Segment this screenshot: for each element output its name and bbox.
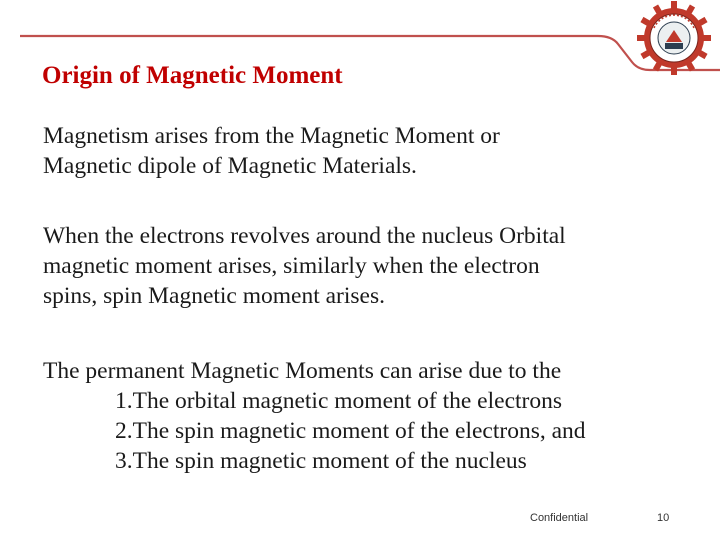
slide-title: Origin of Magnetic Moment [42,62,343,89]
university-seal-icon [628,0,720,78]
paragraph-electrons [43,221,683,311]
paragraph-permanent-moments: The permanent Magnetic Moments can arise due to the [43,358,562,384]
list-item: 2.The spin magnetic moment of the electrons, and [115,418,586,444]
list-item: 3.The spin magnetic moment of the nucleus [115,448,527,474]
paragraph-line: magnetic moment arises, similarly when the electron [43,253,540,279]
footer-confidential: Confidential [530,512,589,524]
list-item: 1.The orbital magnetic moment of the electrons [115,388,563,414]
paragraph-line: Magnetic dipole of Magnetic Materials. [43,153,417,179]
origin-list [115,386,586,476]
page-number: 10 [657,512,670,524]
paragraph-line: Magnetism arises from the Magnetic Moment or [43,123,500,149]
paragraph-magnetism [43,121,663,181]
paragraph-line: When the electrons revolves around the nucleus Orbital [43,223,566,249]
paragraph-line: spins, spin Magnetic moment arises. [43,283,386,309]
